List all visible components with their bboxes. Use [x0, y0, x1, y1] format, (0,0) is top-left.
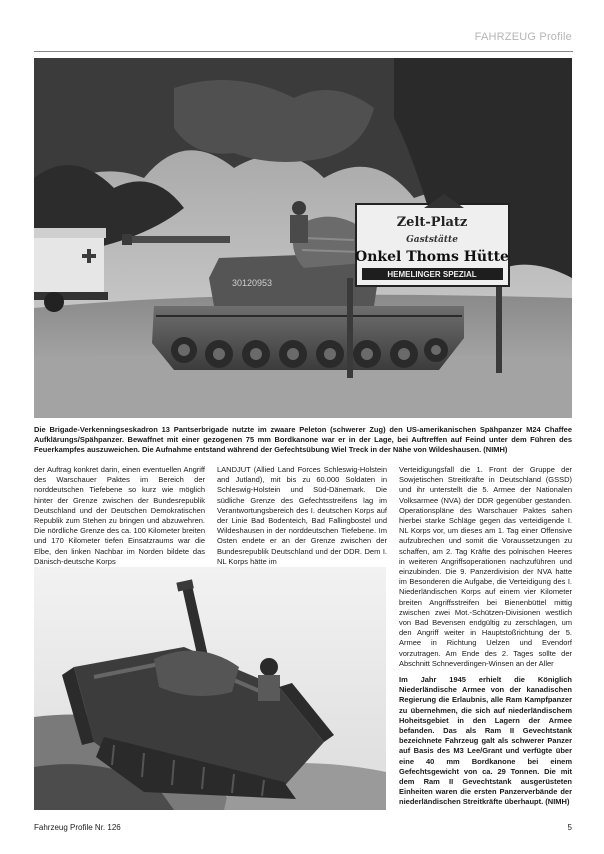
body-text-column-3: Verteidigungsfall die 1. Front der Gruppe der Sowjetischen Streitkräfte in Deutschland (GSSD) und ihr unterstellt die 5. Armee der Nationalen Volksarmee (NVA) der DDR gegenüber gestanden. Operationspläne des Warschauer Paktes sahen hierbei starke Schläge gegen das verteidigende I. NL Korps vor, um dieses am 1. Tag einer Offensive aufzubrechen und somit die Voraussetzungen zu schaffen, am 2. Tag Kräfte des polnischen Heeres in weiteren Angriffsoperationen nachzuführen und einzubinden. Die 9. Panzerdivision der NVA hatte im Besonderen die Aufgabe, die Verteidigung des I. Niederländischen Korps auf einem vier Kilometer breiten Angriffsstreifen bei Bienenbüttel mittig zwischen zwei Mot.-Schützen-Divisionen westlich von Bad Bevensen endgültig zu zerschlagen, um den Angriff weiter in Hauptstoßrichtung der 5. Armee in Richtung Uelzen und Evendorf vorzutragen. Am Ende des 2. Tages sollte der Abschnitt Schneverdingen-Winsen an der Aller [399, 465, 572, 668]
magazine-label: FAHRZEUG Profile [474, 31, 572, 43]
header-rule [34, 51, 573, 52]
photo-m24-chaffee [34, 58, 572, 418]
footer-magazine-issue: Fahrzeug Profile Nr. 126 [34, 823, 121, 832]
body-text-column-2: LANDJUT (Allied Land Forces Schleswig-Holstein and Jutland), mit bis zu 60.000 Soldaten in Schleswig-Holstein und Süd-Dänemark. Die südliche Grenze des Gefechtsstreifens lag im Verantwortungsbereich des I. deutschen Korps auf der Linie Bad Bodenteich, Bad Fallingbostel und Wildeshausen in der norddeutschen Tiefebene. Im Osten endete er an der Grenze zwischen der Bundesrepublik Deutschland und der DDR. Dem I. NL Korps hätte im [217, 465, 387, 566]
body-text-column-1: der Auftrag konkret darin, einen eventuellen Angriff des Warschauer Paktes im Bereich der norddeutschen Tiefebene so kurz wie möglich hinter der Grenze zwischen der Bundesrepublik Deutschland und der Deutschen Demokratischen Republik zum Stehen zu bringen und abzuwehren. Die nördliche Grenze des ca. 100 Kilometer breiten und 170 Kilometer tiefen Einsatzraums war die Elbe, den linken Nachbar im Norden bildete das Dänisch-deutsche Korps [34, 465, 205, 566]
page-number: 5 [567, 823, 572, 832]
sign-text-zeltplatz: Zelt-Platz [396, 215, 468, 230]
sidebar-box-ram-tank: Im Jahr 1945 erhielt die Königlich Niederländische Armee von der kanadischen Regierung die Erlaubnis, alle Ram Kampfpanzer zu übernehmen, die sich auf niederländischem Hoheitsgebiet in den Lagern der Armee befanden. Das als Ram II Gevechtstank bezeichnete Fahrzeug galt als schwerer Panzer auf Basis des M3 Lee/Grant und verfügte über eine 40 mm Bordkanone bei einem Gefechtsgewicht von ca. 29 Tonnen. Die mit dem Ram II Gevechtstank ausgerüsteten Einheiten waren die ersten Panzerverbände der niederländischen Streitkräfte überhaupt. (NIMH) [399, 675, 572, 807]
photo-caption: Die Brigade-Verkenningseskadron 13 Pantserbrigade nutzte im zwaare Peleton (schwerer Zug) den US-amerikanischen Spähpanzer M24 Chaffee Aufklärungs/Spähpanzer. Bewaffnet mit einer gezogenen 75 mm Bordkanone war er in der Lage, bei Auftreffen auf Feind unter dem Führen des Feuerkampfes auszuweichen. Die Aufnahme entstand während der Gefechtsübung Wiel Treck in der Nähe von Wildeshausen. (NIMH) [34, 425, 572, 455]
sign-text-hemelinger: HEMELINGER SPEZIAL [387, 270, 477, 279]
tank-marking: 30120953 [232, 278, 273, 288]
photo-ram-tank [34, 567, 386, 810]
sign-text-onkel-thoms: Onkel Thoms Hütte [355, 249, 509, 265]
sign-text-gaststaette: Gaststätte [406, 235, 458, 245]
